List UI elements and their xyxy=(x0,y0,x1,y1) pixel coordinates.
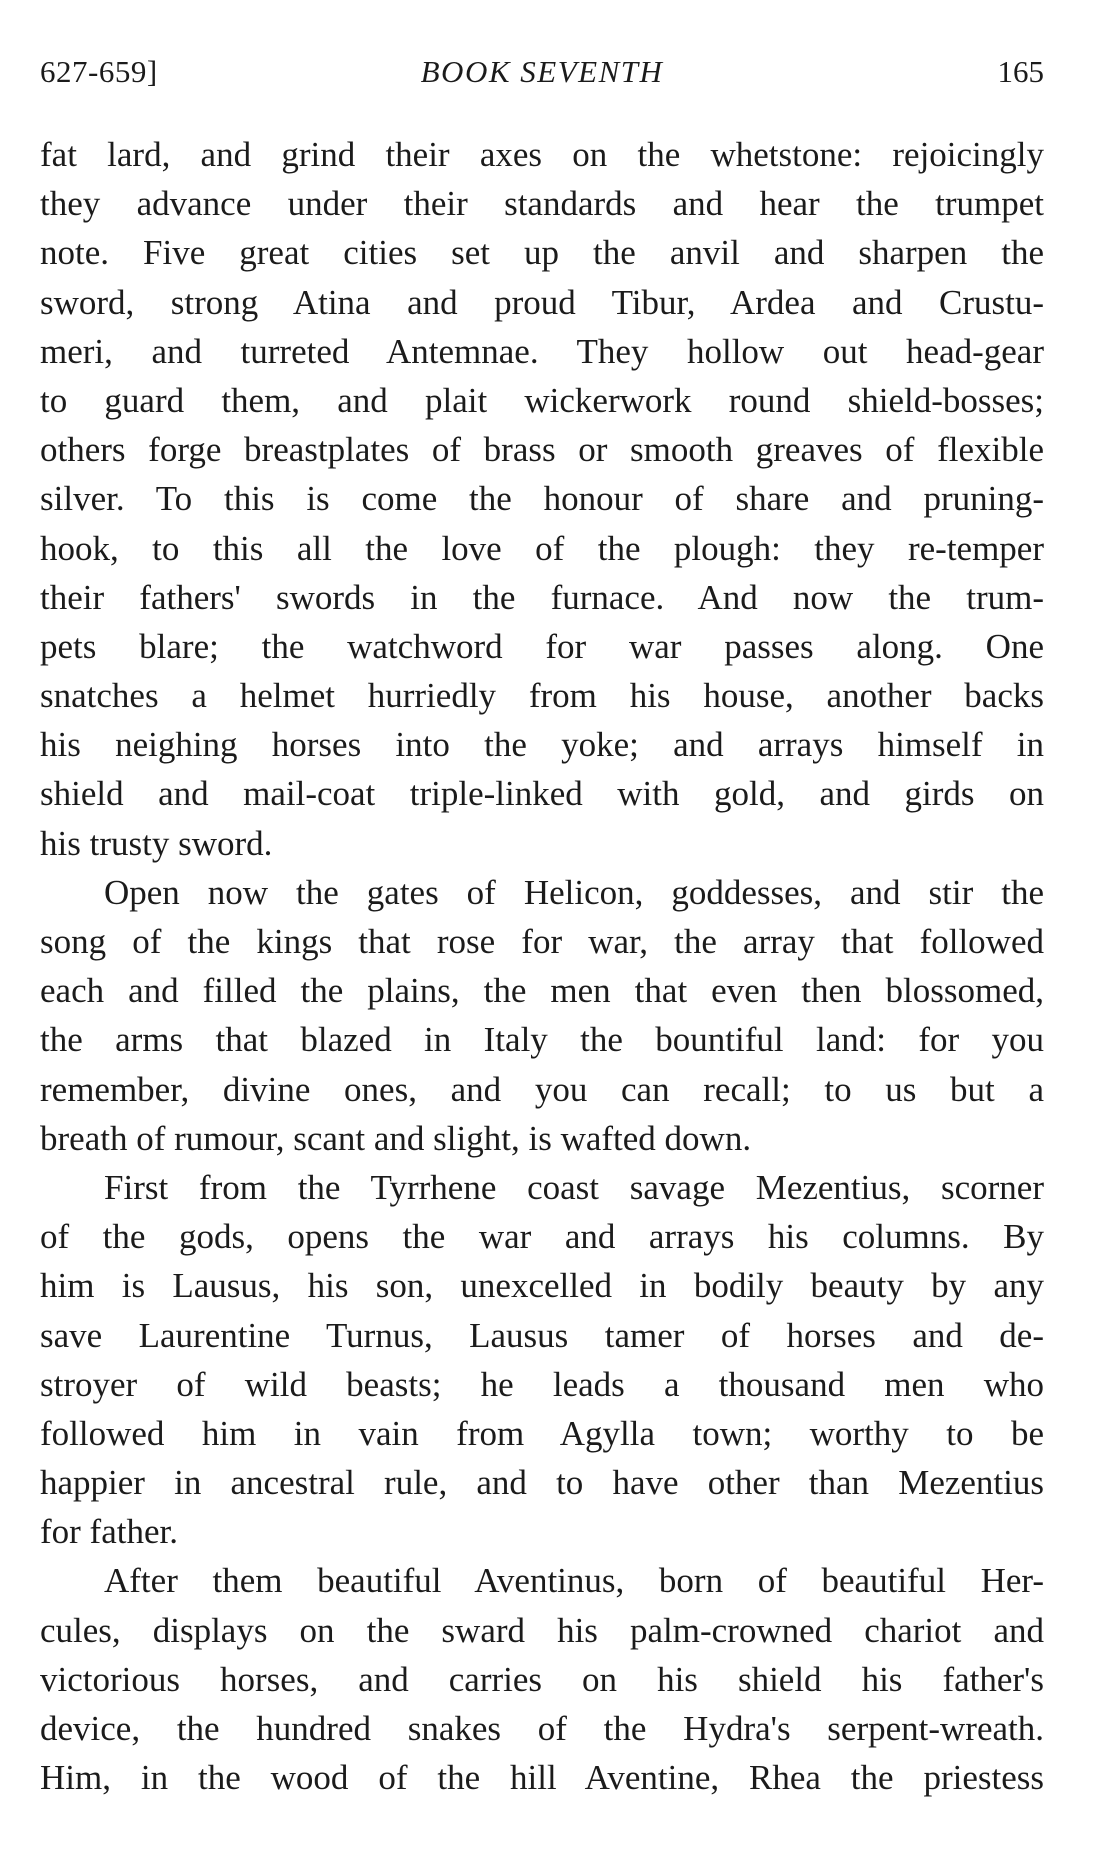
text-line: his neighing horses into the yoke; and arrays himself in xyxy=(40,725,1044,765)
text-line: hook, to this all the love of the plough: they re-temper xyxy=(40,528,1044,568)
text-line: each and filled the plains, the men that even then blossomed, xyxy=(40,971,1044,1011)
text-line: happier in ancestral rule, and to have other than Mezentius xyxy=(40,1463,1044,1503)
text-line: him is Lausus, his son, unexcelled in bodily beauty by any xyxy=(40,1266,1044,1306)
text-line: stroyer of wild beasts; he leads a thousand men who xyxy=(40,1364,1044,1404)
text-line: they advance under their standards and hear the trumpet xyxy=(40,184,1044,224)
text-line: cules, displays on the sward his palm-crowned chariot and xyxy=(40,1610,1044,1650)
text-line: his trusty sword. xyxy=(40,823,273,863)
text-line: followed him in vain from Agylla town; worthy to be xyxy=(40,1413,1044,1453)
page-number: 165 xyxy=(997,54,1044,89)
text-line: of the gods, opens the war and arrays his columns. By xyxy=(40,1217,1044,1257)
text-line: Open now the gates of Helicon, goddesses, and stir the xyxy=(104,872,1044,912)
text-line: to guard them, and plait wickerwork round shield-bosses; xyxy=(40,380,1044,420)
text-line: save Laurentine Turnus, Lausus tamer of horses and de- xyxy=(40,1315,1044,1355)
text-line: shield and mail-coat triple-linked with gold, and girds on xyxy=(40,774,1044,814)
text-line: snatches a helmet hurriedly from his house, another backs xyxy=(40,676,1044,716)
text-line: breath of rumour, scant and slight, is wafted down. xyxy=(40,1118,752,1158)
text-line: fat lard, and grind their axes on the whetstone: rejoicingly xyxy=(40,135,1044,174)
text-line: After them beautiful Aventinus, born of beautiful Her- xyxy=(104,1561,1044,1601)
text-line: their fathers' swords in the furnace. And now the trum- xyxy=(40,577,1044,617)
line-range: 627-659] xyxy=(40,54,158,89)
text-line: pets blare; the watchword for war passes along. One xyxy=(40,626,1044,666)
text-line: others forge breastplates of brass or smooth greaves of flexible xyxy=(40,430,1044,470)
text-line: victorious horses, and carries on his shield his father's xyxy=(40,1659,1044,1699)
text-line: the arms that blazed in Italy the bountiful land: for you xyxy=(40,1020,1044,1060)
text-line: device, the hundred snakes of the Hydra's serpent-wreath. xyxy=(40,1709,1044,1748)
text-line: note. Five great cities set up the anvil and sharpen the xyxy=(40,233,1044,273)
text-line: meri, and turreted Antemnae. They hollow out head-gear xyxy=(40,331,1044,371)
text-line: silver. To this is come the honour of share and pruning- xyxy=(40,479,1044,519)
text-line: sword, strong Atina and proud Tibur, Ardea and Crustu- xyxy=(40,282,1044,322)
book-title: BOOK SEVENTH xyxy=(420,54,664,89)
text-line: for father. xyxy=(40,1512,178,1552)
running-head xyxy=(40,50,1044,94)
text-line: remember, divine ones, and you can recall; to us but a xyxy=(40,1069,1044,1109)
text-line: First from the Tyrrhene coast savage Mezentius, scorner xyxy=(104,1167,1044,1207)
body-text xyxy=(40,130,1044,1802)
text-line: song of the kings that rose for war, the array that followed xyxy=(40,922,1044,961)
text-line: Him, in the wood of the hill Aventine, Rhea the priestess xyxy=(40,1758,1044,1798)
